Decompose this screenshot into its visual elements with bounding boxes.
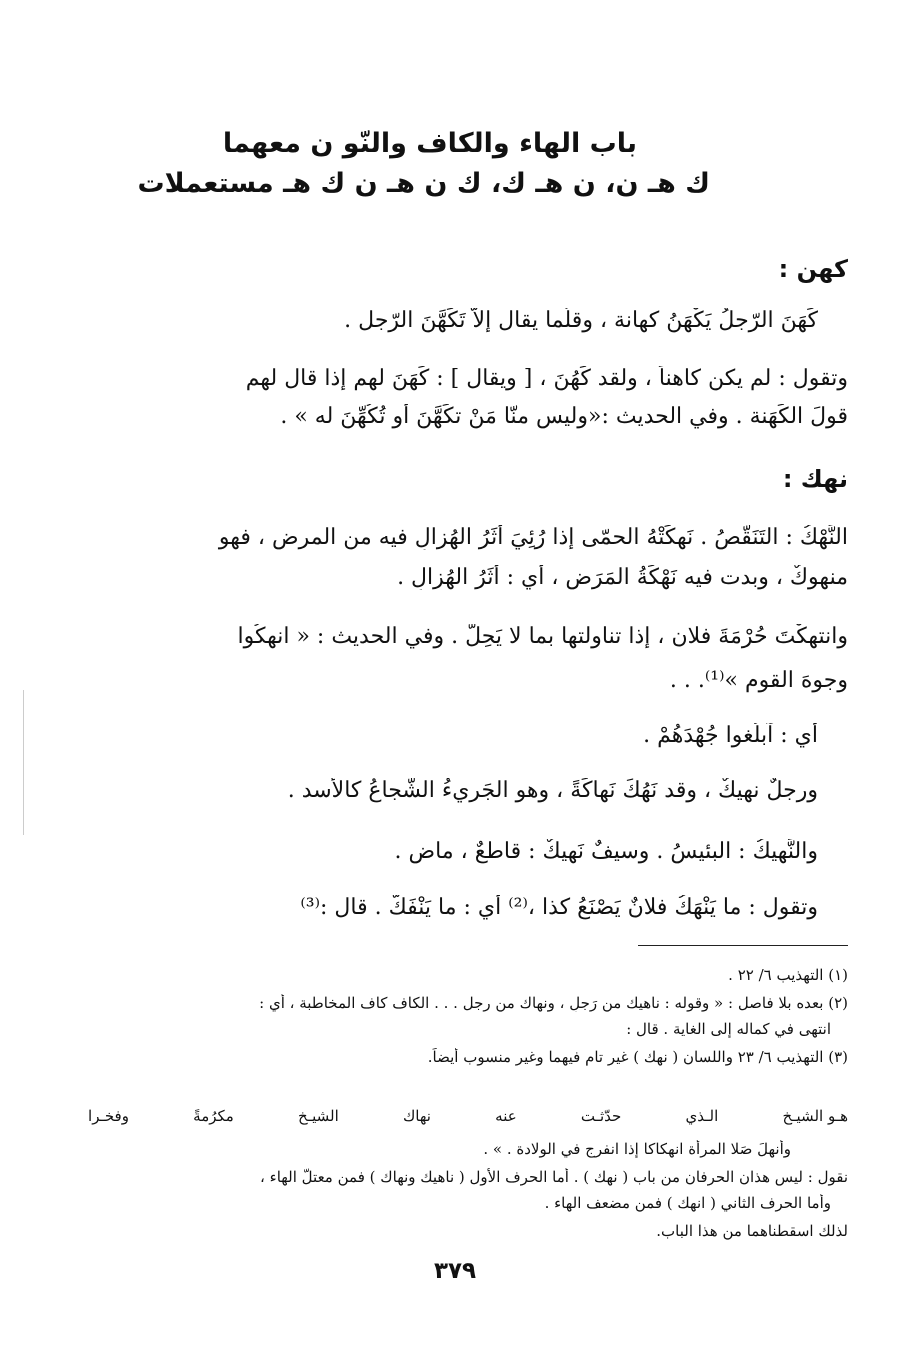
entry-line: ورجلٌ نهيكٌ ، وقد نَهُكَ نَهاكَةً ، وهو الجَريءُ الشُّجاعُ كالأسد . [287, 778, 818, 803]
poem-word: عنه [495, 1107, 517, 1125]
poem-word: نهاك [402, 1107, 431, 1125]
page-number: ٣٧٩ [433, 1258, 477, 1284]
entry-heading-kahan: كهن : [778, 255, 848, 283]
entry-line: كَهَنَ الرّجلُ يَكْهَنُ كهانة ، وقلّما يقال إلاّ تَكَهَّنَ الرّجل . [344, 308, 818, 333]
poem-word: هـو الشيـخ [782, 1107, 848, 1125]
poem-word: مكرُمةً [193, 1107, 234, 1125]
footnote-separator [638, 945, 848, 946]
footnote: انتهى في كماله إلى الغاية . قال : [626, 1020, 831, 1038]
entry-line: وتقول : ما يَنْهَكُ فلانٌ يَصْنَعُ كذا ،⁽²⁾ أي : ما يَنْفَكُّ . قال :⁽³⁾ [300, 895, 818, 920]
entry-heading-nahak: نهك : [782, 465, 848, 493]
entry-line: أي : آبلُغوا جُهْدَهُمْ . [643, 723, 818, 748]
poem-word: وفخـرا [88, 1107, 129, 1125]
footnote: لذلك اسقطناهما من هذا الباب. [656, 1222, 848, 1240]
entry-line: منهوكٌ ، وبدت فيه نَهْكَةُ المَرَض ، أي : أَثَرُ الهُزالِ . [397, 565, 848, 590]
footnote: (٢) بعده بلا فاصل : « وقوله : ناهيك من رَجلٍ ، ونهاك من رجل . . . الكاف كاف المخاطبة ، أي : [259, 994, 848, 1012]
entry-line: وجوهَ القوم »⁽¹⁾. . . [669, 668, 848, 693]
footnote: وأما الحرف الثاني ( انهك ) فمن مضعف الهاء . [544, 1194, 831, 1212]
poem-word: حدّثـت [580, 1107, 622, 1125]
poem-word: الشيـخ [298, 1107, 339, 1125]
entry-line: والنَّهيكُ : البئيسُ . وسيفٌ نَهيكٌ : قاطعٌ ، ماضٍ . [394, 839, 818, 864]
poem-word: الـذي [685, 1107, 719, 1125]
footnote: (١) التهذيب ٦/ ٢٢ . [728, 966, 848, 984]
chapter-subtitle: ك هـ ن، ن هـ ك، ك ن هـ ن ك هـ مستعملات [137, 168, 710, 199]
chapter-title: باب الهاء والكاف والنّو ن معهما [222, 128, 638, 159]
poem-verse [88, 1107, 848, 1125]
entry-line: النَّهْكُ : التَنَقُّصُ . نَهكَتْهُ الحمّى إذا رُئِيَ أَثَرُ الهُزالِ فيه من المرض ، فهو [218, 525, 848, 550]
footnote: وأَنهلَ صَلا المرأة انهكاكا إذا انفرج في الولادة . » . [483, 1140, 791, 1158]
footnote: نقول : ليس هذان الحرفان من باب ( نهك ) . أما الحرف الأول ( ناهيك ونهاك ) فمن معتلّ الهاء ، [260, 1168, 848, 1186]
scan-margin-line [23, 690, 24, 835]
entry-line: وتقول : لم يكن كاهناً ، ولقد كَهُنَ ، [ ويقال ] : كَهَنَ لهم إذا قال لهم [245, 366, 848, 391]
entry-line: وانتهكْتَ حُرْمَةَ فلان ، إذا تناولتها بما لا يَحِلُّ . وفي الحديث : « انهكُوا [237, 624, 848, 649]
footnote: (٣) التهذيب ٦/ ٢٣ واللسان ( نهك ) غير تام فيهما وغير منسوب أيضاً. [427, 1048, 848, 1066]
entry-line: قولَ الكَهَنة . وفي الحديث :«وليس منّا مَنْ تكَهَّنَ أو تُكُهِّنَ له » . [280, 404, 848, 429]
